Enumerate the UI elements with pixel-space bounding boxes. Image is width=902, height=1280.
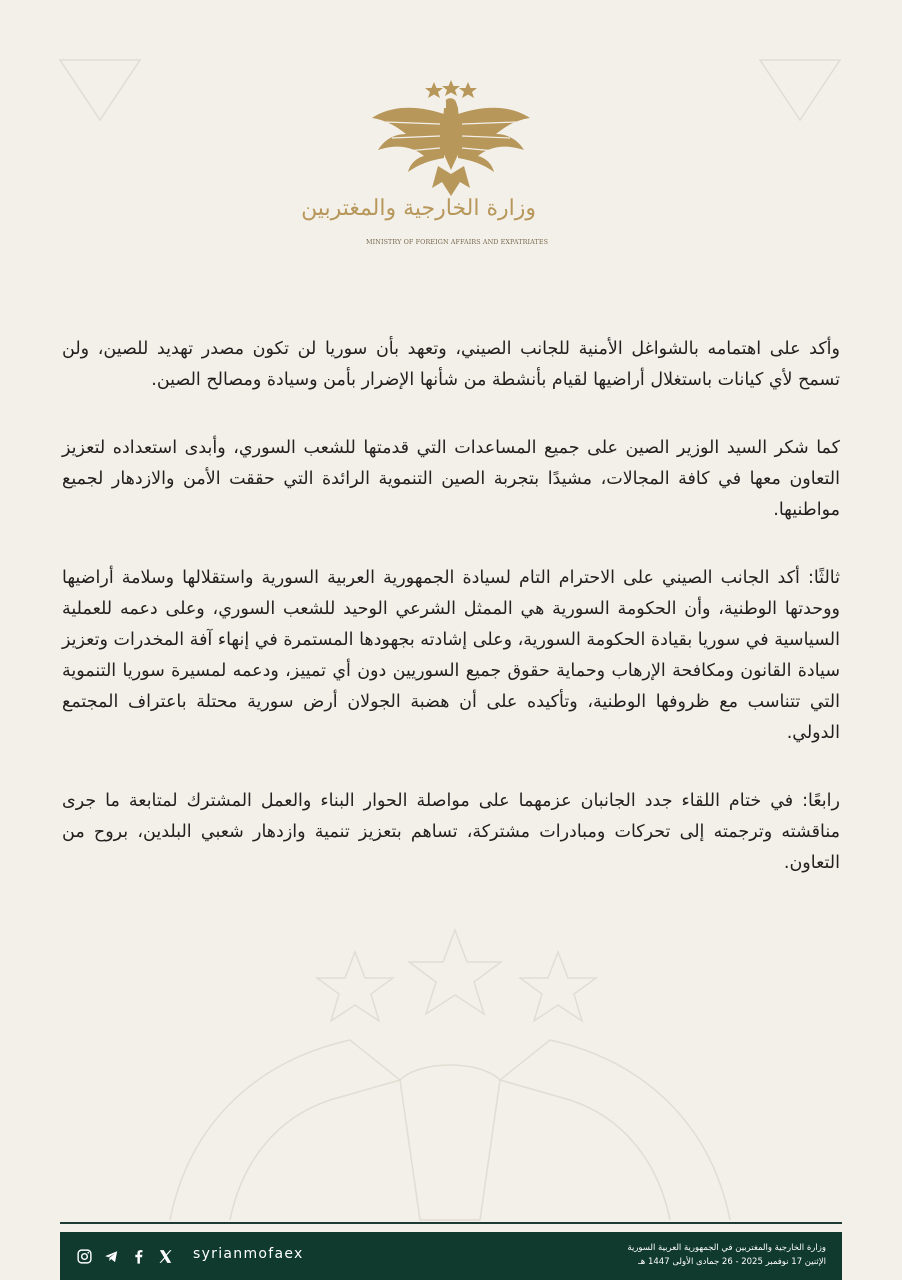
paragraph-thanks-china: كما شكر السيد الوزير الصين على جميع المساعدات التي قدمتها للشعب السوري، وأبدى استعداده لتعزيز التعاون معها في كافة المجالات، مشيدًا بتجربة الصين التنموية الرائدة التي حققت الأمن والازدهار لجميع مواطنيها. [62, 438, 840, 520]
x-icon[interactable] [157, 1248, 174, 1265]
ministry-name-line: وزارة الخارجية والمغتربين في الجمهورية العربية السورية [627, 1243, 826, 1253]
paragraph-third-point: ثالثًا: أكد الجانب الصيني على الاحترام التام لسيادة الجمهورية العربية السورية واستقلالها وسلامة أراضيها ووحدتها الوطنية، وأن الحكومة السورية هي الممثل الشرعي الوحيد للشعب السوري، وعلى دعمه للعملية السياسية في سوريا بقيادة الحكومة السورية، وعلى إشادته بجهودها المستمرة في إنهاء آفة المخدرات وتعزيز سيادة القانون ومكافحة الإرهاب وحماية حقوق جميع السوريين دون أي تمييز، ودعمه لمسيرة سوريا التنموية التي تتناسب مع ظروفها الوطنية، وتأكيده على أن هضبة الجولان أرض سورية محتلة باعتراف المجتمع الدولي. [62, 568, 840, 743]
telegram-icon[interactable] [103, 1248, 120, 1265]
footer-bar [60, 1232, 842, 1280]
social-handle[interactable]: syrianmofaex [193, 1246, 304, 1262]
footer-divider [60, 1222, 842, 1224]
paragraph-fourth-point: رابعًا: في ختام اللقاء جدد الجانبان عزمهما على مواصلة الحوار البناء والعمل المشترك لمتابعة ما جرى مناقشته وترجمته إلى تحركات ومبادرات مشتركة، تساهم بتعزيز تنمية وازدهار شعبي البلدين، بروح من التعاون. [62, 791, 840, 873]
social-links [76, 1244, 174, 1268]
ministry-logo [301, 78, 549, 253]
date-line: الإثنين 17 نوفمبر 2025 - 26 جمادى الأولى 1447 هـ [638, 1257, 826, 1267]
eagle-emblem-icon [366, 78, 536, 198]
facebook-icon[interactable] [130, 1248, 147, 1265]
logo-arabic-text: وزارة الخارجية والمغتربين [301, 196, 536, 221]
instagram-icon[interactable] [76, 1248, 93, 1265]
logo-english-text: MINISTRY OF FOREIGN AFFAIRS AND EXPATRIATES [366, 238, 549, 246]
footer-info [627, 1241, 826, 1269]
statement-body [62, 334, 840, 879]
paragraph-security-commitment: وأكد على اهتمامه بالشواغل الأمنية للجانب الصيني، وتعهد بأن سوريا لن تكون مصدر تهديد للصين، ولن تسمح لأي كيانات باستغلال أراضيها لقيام بأنشطة من شأنها الإضرار بأمن وسيادة ومصالح الصين. [62, 339, 840, 390]
